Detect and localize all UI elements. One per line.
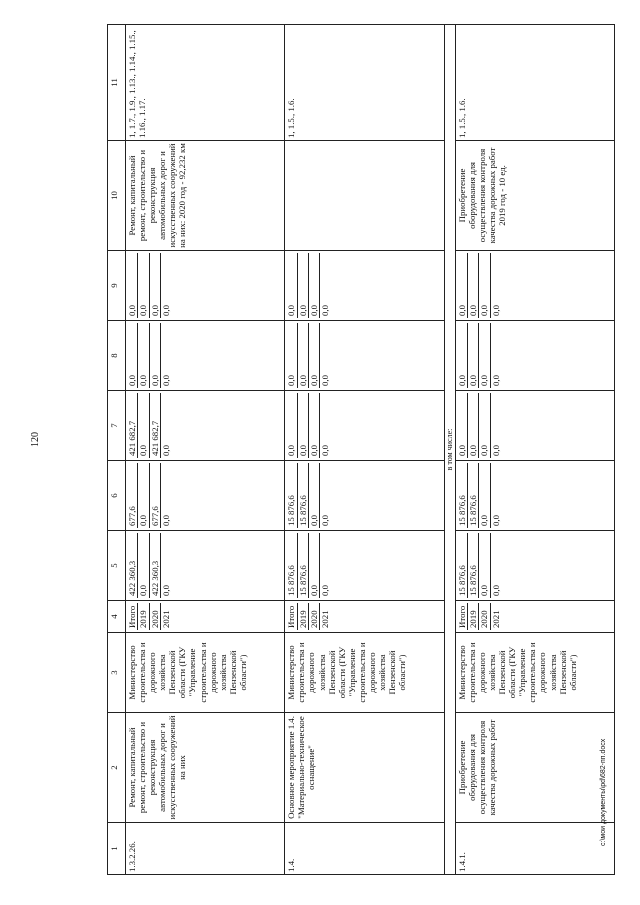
col8-cell bbox=[455, 321, 614, 391]
value: 0,0 bbox=[309, 463, 320, 528]
value: 422 360,3 bbox=[149, 533, 160, 598]
value: 0,0 bbox=[479, 393, 490, 458]
col6-cell bbox=[455, 461, 614, 531]
year: 2021 bbox=[161, 610, 172, 628]
value: 15 876,6 bbox=[286, 533, 297, 598]
value: 15 876,6 bbox=[297, 533, 308, 598]
value: 0,0 bbox=[309, 533, 320, 598]
year: 2019 bbox=[468, 603, 479, 630]
value: 0,0 bbox=[490, 305, 501, 316]
executor: Министерство строительства и дорожного хозяйства Пензенской области (ГКУ "Управление строительства и дорожного хозяйства Пензенской области") bbox=[455, 633, 614, 713]
value: 0,0 bbox=[320, 305, 331, 316]
years-cell bbox=[285, 601, 444, 633]
value: 0,0 bbox=[161, 375, 172, 386]
col-header: 11 bbox=[108, 25, 126, 141]
col-header: 5 bbox=[108, 531, 126, 601]
indicator bbox=[285, 141, 444, 251]
year: Итого bbox=[286, 603, 297, 630]
table-row bbox=[285, 25, 444, 875]
executor: Министерство строительства и дорожного хозяйства Пензенской области (ГКУ "Управление строительства и дорожного хозяйства Пензенской области") bbox=[125, 633, 284, 713]
value: 0,0 bbox=[149, 253, 160, 318]
year: Итого bbox=[127, 603, 138, 630]
year: 2021 bbox=[490, 610, 501, 628]
col-header: 8 bbox=[108, 321, 126, 391]
col5-cell bbox=[125, 531, 284, 601]
col9-cell bbox=[125, 251, 284, 321]
table-row bbox=[125, 25, 284, 875]
value: 0,0 bbox=[286, 253, 297, 318]
value: 15 876,6 bbox=[468, 463, 479, 528]
value: 0,0 bbox=[161, 585, 172, 596]
col9-cell bbox=[455, 251, 614, 321]
value: 0,0 bbox=[138, 323, 149, 388]
col-header: 7 bbox=[108, 391, 126, 461]
value: 0,0 bbox=[297, 393, 308, 458]
value: 0,0 bbox=[286, 393, 297, 458]
year: 2019 bbox=[138, 603, 149, 630]
measure-name: Основное мероприятие 1.4. "Материально-техническое оснащение" bbox=[285, 713, 444, 823]
value: 0,0 bbox=[320, 445, 331, 456]
value: 15 876,6 bbox=[457, 533, 468, 598]
indicator: Приобретение оборудования для осуществления контроля качества дорожных работ 2019 год - 10 ед. bbox=[455, 141, 614, 251]
links: 1, 1.5., 1.6. bbox=[285, 25, 444, 141]
col-header: 2 bbox=[108, 713, 126, 823]
value: 0,0 bbox=[286, 323, 297, 388]
value: 0,0 bbox=[138, 463, 149, 528]
value: 0,0 bbox=[320, 585, 331, 596]
program-table bbox=[107, 24, 615, 875]
col7-cell bbox=[125, 391, 284, 461]
col6-cell bbox=[125, 461, 284, 531]
value: 0,0 bbox=[127, 323, 138, 388]
value: 0,0 bbox=[320, 515, 331, 526]
value: 0,0 bbox=[138, 393, 149, 458]
year: 2019 bbox=[297, 603, 308, 630]
value: 0,0 bbox=[490, 375, 501, 386]
col5-cell bbox=[285, 531, 444, 601]
page-number: 120 bbox=[30, 432, 41, 447]
value: 421 682,7 bbox=[127, 393, 138, 458]
row-number: 1.4. bbox=[285, 823, 444, 875]
value: 0,0 bbox=[297, 323, 308, 388]
value: 15 876,6 bbox=[468, 533, 479, 598]
value: 0,0 bbox=[161, 305, 172, 316]
value: 0,0 bbox=[138, 253, 149, 318]
executor: Министерство строительства и дорожного хозяйства Пензенской области (ГКУ "Управление строительства и дорожного хозяйства Пензенской области") bbox=[285, 633, 444, 713]
year: 2020 bbox=[149, 603, 160, 630]
value: 0,0 bbox=[479, 533, 490, 598]
col-header: 4 bbox=[108, 601, 126, 633]
years-cell bbox=[125, 601, 284, 633]
year: 2021 bbox=[320, 610, 331, 628]
value: 0,0 bbox=[479, 253, 490, 318]
value: 0,0 bbox=[320, 375, 331, 386]
value: 0,0 bbox=[138, 533, 149, 598]
table-row bbox=[455, 25, 614, 875]
value: 0,0 bbox=[457, 323, 468, 388]
value: 0,0 bbox=[468, 253, 479, 318]
col9-cell bbox=[285, 251, 444, 321]
value: 15 876,6 bbox=[297, 463, 308, 528]
col7-cell bbox=[455, 391, 614, 461]
value: 422 360,3 bbox=[127, 533, 138, 598]
value: 0,0 bbox=[490, 585, 501, 596]
value: 677,6 bbox=[149, 463, 160, 528]
col8-cell bbox=[285, 321, 444, 391]
col7-cell bbox=[285, 391, 444, 461]
year: 2020 bbox=[309, 603, 320, 630]
value: 0,0 bbox=[161, 515, 172, 526]
file-path-footer: с:\мои документы\pd\682-пп.docx bbox=[600, 738, 607, 846]
row-number: 1.3.2.26. bbox=[125, 823, 284, 875]
value: 0,0 bbox=[127, 253, 138, 318]
year: 2020 bbox=[479, 603, 490, 630]
col5-cell bbox=[455, 531, 614, 601]
col-header: 9 bbox=[108, 251, 126, 321]
value: 677,6 bbox=[127, 463, 138, 528]
indicator: Ремонт, капитальный ремонт, строительство и реконструкция автомобильных дорог и искусственных сооружений на них: 2020 год - 92,232 км bbox=[125, 141, 284, 251]
col-header: 1 bbox=[108, 823, 126, 875]
value: 15 876,6 bbox=[286, 463, 297, 528]
header-row bbox=[108, 25, 126, 875]
value: 0,0 bbox=[468, 323, 479, 388]
value: 0,0 bbox=[149, 323, 160, 388]
value: 0,0 bbox=[309, 393, 320, 458]
subtotal-separator-row bbox=[444, 25, 455, 875]
measure-name: Приобретение оборудования для осуществления контроля качества дорожных работ bbox=[455, 713, 614, 823]
col8-cell bbox=[125, 321, 284, 391]
value: 0,0 bbox=[490, 515, 501, 526]
value: 0,0 bbox=[479, 463, 490, 528]
value: 15 876,6 bbox=[457, 463, 468, 528]
col-header: 10 bbox=[108, 141, 126, 251]
measure-name: Ремонт, капитальный ремонт, строительство и реконструкция автомобильных дорог и искусственных сооружений на них bbox=[125, 713, 284, 823]
value: 0,0 bbox=[490, 445, 501, 456]
col-header: 3 bbox=[108, 633, 126, 713]
value: 0,0 bbox=[309, 253, 320, 318]
links: 1, 1.7., 1.9., 1.13., 1.14., 1.15., 1.16., 1.17. bbox=[125, 25, 284, 141]
value: 421 682,7 bbox=[149, 393, 160, 458]
row-number: 1.4.1. bbox=[455, 823, 614, 875]
value: 0,0 bbox=[161, 445, 172, 456]
col6-cell bbox=[285, 461, 444, 531]
table-body bbox=[125, 25, 614, 875]
year: Итого bbox=[457, 603, 468, 630]
value: 0,0 bbox=[479, 323, 490, 388]
years-cell bbox=[455, 601, 614, 633]
in-that-number-label: в том числе: bbox=[444, 25, 455, 875]
value: 0,0 bbox=[457, 393, 468, 458]
links: 1, 1.5., 1.6. bbox=[455, 25, 614, 141]
value: 0,0 bbox=[468, 393, 479, 458]
value: 0,0 bbox=[457, 253, 468, 318]
value: 0,0 bbox=[309, 323, 320, 388]
value: 0,0 bbox=[297, 253, 308, 318]
rotated-table-container bbox=[107, 25, 615, 875]
col-header: 6 bbox=[108, 461, 126, 531]
